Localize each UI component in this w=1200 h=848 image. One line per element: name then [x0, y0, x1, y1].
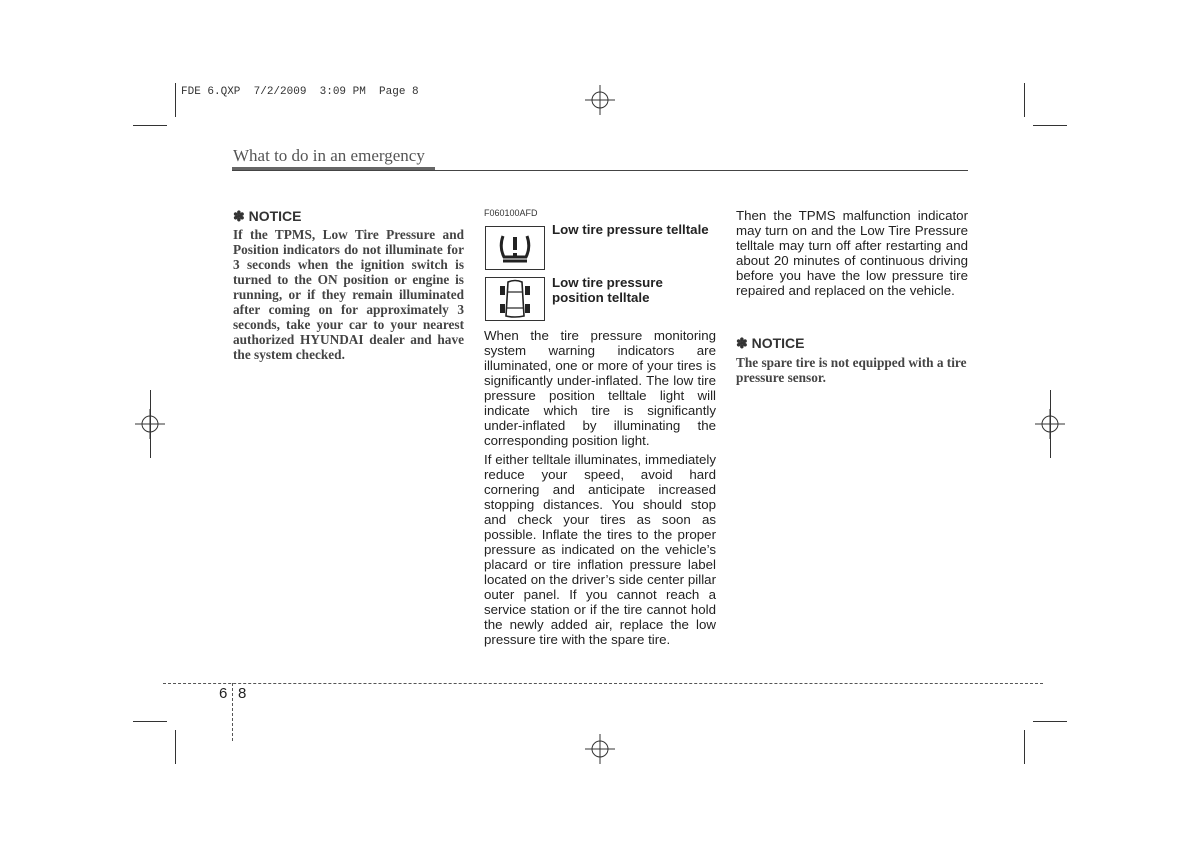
low-tire-pressure-label: Low tire pressure telltale	[552, 222, 709, 237]
tire-position-icon	[486, 278, 544, 320]
low-tire-pressure-icon	[486, 227, 544, 269]
low-tire-pressure-icon-box	[485, 226, 545, 270]
notice-title-2: ✽ NOTICE	[736, 335, 805, 351]
registration-mark-top	[585, 85, 615, 115]
paragraph-warning-indicators: When the tire pressure monitoring system warning indicators are illuminated, one or more of your tires is significantly under-inflated. The low tire pressure position telltale light will indicate which tire is significantly under-inflated by illuminating the corresponding position light.	[484, 328, 716, 448]
notice-box-2	[736, 335, 968, 385]
notice-box-1	[233, 208, 464, 362]
notice-title: ✽ NOTICE	[233, 208, 302, 224]
image-code: F060100AFD	[484, 208, 538, 218]
notice-text: If the TPMS, Low Tire Pressure and Position indicators do not illuminate for 3 seconds when the ignition switch is turned to the ON position or engine is running, or if they remain illuminated after coming on for approximately 3 seconds, take your car to your nearest authorized HYUNDAI dealer and have the system checked.	[233, 227, 464, 362]
section-title: What to do in an emergency	[233, 146, 425, 165]
header-rule	[232, 170, 968, 171]
paragraph-malfunction-indicator: Then the TPMS malfunction indicator may turn on and the Low Tire Pressure telltale may turn off after restarting and about 20 minutes of continuous driving before you have the low pressure tire repaired and replaced on the vehicle.	[736, 208, 968, 298]
footer-rule	[163, 683, 1043, 684]
paragraph-telltale-illuminates: If either telltale illuminates, immediately reduce your speed, avoid hard cornering and anticipate increased stopping distances. You should stop and check your tires as soon as possible. Inflate the tires to the proper pressure as indicated on the vehicle’s placard or tire inflation pressure label located on the driver’s side center pillar outer panel. If you cannot reach a service station or if the tire cannot hold the newly added air, replace the low pressure tire with the spare tire.	[484, 452, 716, 647]
notice-text-2: The spare tire is not equipped with a tire pressure sensor.	[736, 355, 967, 385]
registration-mark-bottom	[585, 734, 615, 764]
section-number: 6	[219, 685, 228, 702]
print-slug: FDE 6.QXP 7/2/2009 3:09 PM Page 8	[181, 86, 419, 98]
tire-position-label: Low tire pressure position telltale	[552, 275, 663, 305]
page-number: 8	[238, 685, 247, 702]
tire-position-icon-box	[485, 277, 545, 321]
